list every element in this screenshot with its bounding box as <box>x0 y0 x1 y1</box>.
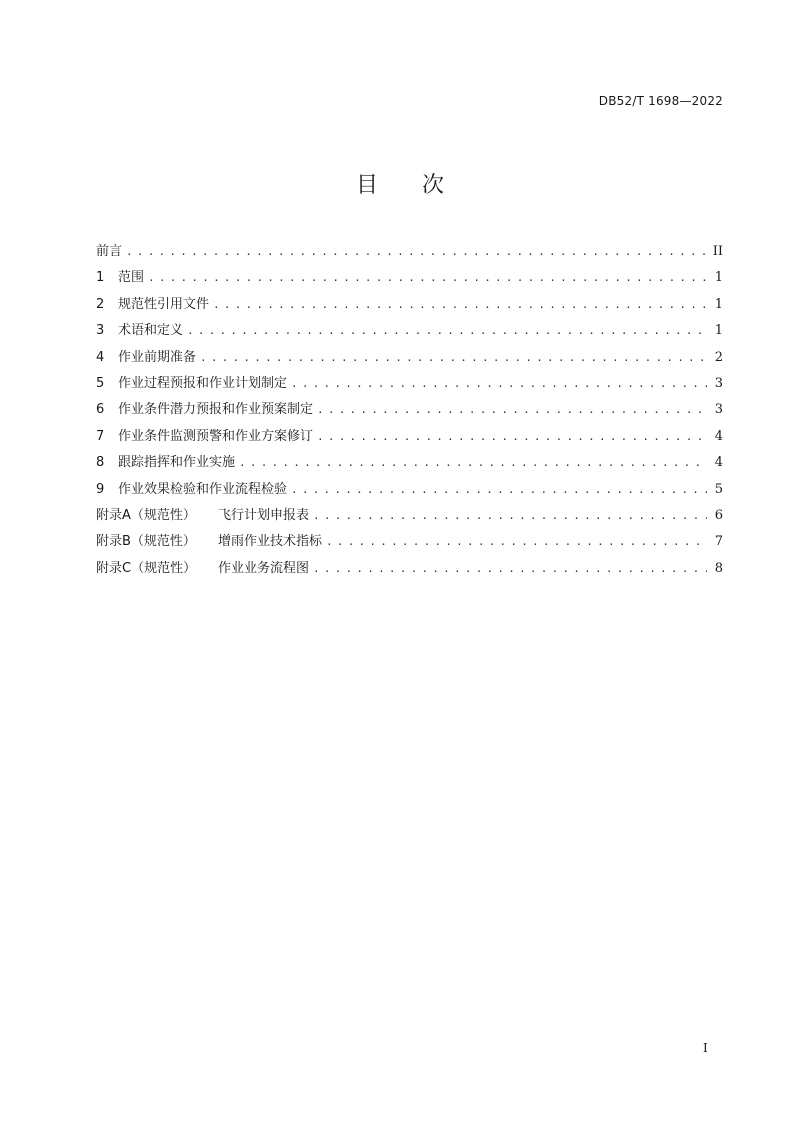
toc-entry-4[interactable] <box>96 346 723 372</box>
title-char-2: 次 <box>422 173 445 198</box>
toc-entry-5[interactable] <box>96 372 723 398</box>
page-number: I <box>703 1041 708 1055</box>
toc-entry-label: 范围 <box>118 270 145 286</box>
toc-entry-number: 7 <box>96 428 105 444</box>
toc-entry-number: 1 <box>96 270 105 286</box>
toc-entry-number: 4 <box>96 349 105 365</box>
toc-entry-number: 9 <box>96 481 105 497</box>
toc-leader-dots <box>313 509 707 522</box>
toc-entry-8[interactable] <box>96 451 723 477</box>
toc-entry-page: 3 <box>714 375 723 391</box>
toc-entry-number: 6 <box>96 402 105 418</box>
toc-entry-label: 作业过程预报和作业计划制定 <box>118 375 288 391</box>
toc-entry-label: 作业效果检验和作业流程检验 <box>118 481 288 497</box>
toc-entry-label: 飞行计划申报表 <box>218 507 310 523</box>
toc-entry-label: 跟踪指挥和作业实施 <box>118 455 236 471</box>
toc-entry-number: 5 <box>96 375 105 391</box>
toc-entry-foreword[interactable] <box>96 240 723 266</box>
toc-entry-label: 作业前期准备 <box>118 349 197 365</box>
toc-entry-page: 4 <box>714 455 723 471</box>
toc-entry-label: 作业条件潜力预报和作业预案制定 <box>118 402 314 418</box>
toc-entry-3[interactable] <box>96 319 723 345</box>
toc-entry-page: 3 <box>714 402 723 418</box>
toc-leader-dots <box>313 562 707 575</box>
toc-entry-page: 1 <box>714 270 723 286</box>
toc-leader-dots <box>148 271 707 284</box>
title-char-1: 目 <box>355 173 378 198</box>
toc-leader-dots <box>326 535 707 548</box>
toc-leader-dots <box>126 245 707 258</box>
toc-entry-number: 3 <box>96 323 105 339</box>
toc-entry-number: 2 <box>96 296 105 312</box>
toc-leader-dots <box>213 298 707 311</box>
toc-entry-annex-a[interactable] <box>96 504 723 530</box>
toc-leader-dots <box>317 403 707 416</box>
toc-entry-label: 术语和定义 <box>118 323 184 339</box>
toc-leader-dots <box>187 324 707 337</box>
toc-leader-dots <box>317 430 707 443</box>
toc-entry-annex-c[interactable] <box>96 557 723 583</box>
toc-entry-2[interactable] <box>96 293 723 319</box>
toc-entry-label: 前言 <box>96 244 123 259</box>
toc-entry-page: 4 <box>714 428 723 444</box>
toc-entry-page: 2 <box>714 349 723 365</box>
toc-entry-1[interactable] <box>96 266 723 292</box>
toc-entry-page: 7 <box>714 534 723 550</box>
page-title <box>0 168 800 199</box>
toc-annex-tag: 附录A（规范性） <box>96 507 196 523</box>
toc-entry-page: 6 <box>714 507 723 523</box>
toc-entry-number: 8 <box>96 455 105 471</box>
toc-entry-6[interactable] <box>96 398 723 424</box>
toc-entry-page: II <box>712 244 723 259</box>
toc-entry-label: 规范性引用文件 <box>118 296 210 312</box>
toc-entry-label: 增雨作业技术指标 <box>218 534 323 550</box>
toc-leader-dots <box>291 483 707 496</box>
toc-entry-page: 1 <box>714 296 723 312</box>
toc-entry-label: 作业业务流程图 <box>218 560 310 576</box>
toc-entry-9[interactable] <box>96 478 723 504</box>
toc-leader-dots <box>200 351 707 364</box>
toc-entry-annex-b[interactable] <box>96 530 723 556</box>
toc-entry-page: 8 <box>714 560 723 576</box>
toc-entry-page: 1 <box>714 323 723 339</box>
toc-entry-7[interactable] <box>96 425 723 451</box>
toc-annex-tag: 附录C（规范性） <box>96 560 197 576</box>
toc-entry-label: 作业条件监测预警和作业方案修订 <box>118 428 314 444</box>
table-of-contents <box>96 240 723 583</box>
toc-leader-dots <box>291 377 707 390</box>
toc-annex-tag: 附录B（规范性） <box>96 534 196 550</box>
toc-leader-dots <box>239 456 707 469</box>
document-code: DB52/T 1698—2022 <box>598 94 723 108</box>
toc-entry-page: 5 <box>714 481 723 497</box>
